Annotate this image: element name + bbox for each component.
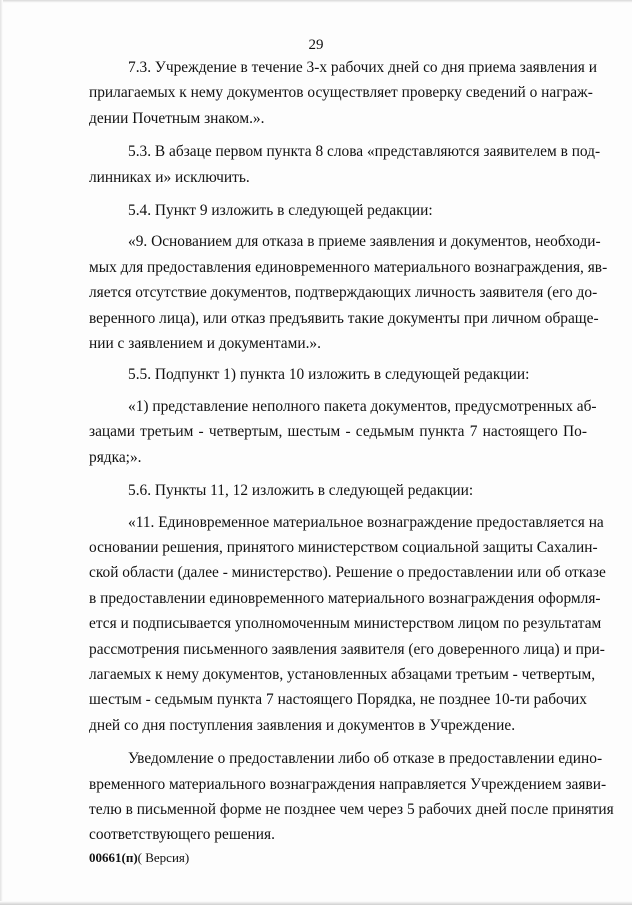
text-line: 7.3. Учреждение в течение 3-х рабочих дней со дня приема заявления и <box>128 59 597 76</box>
text-line: ской области (далее - министерство). Решение о предоставлении или об отказе <box>89 564 606 582</box>
paragraph-subitem-1 <box>89 394 597 470</box>
text-line: веренного лица), или отказ предъявить такие документы при личном обраще- <box>89 309 599 327</box>
text-line: основании решения, принятого министерством социальной защиты Сахалин- <box>89 538 598 556</box>
text-line: временного материального вознаграждения направляется Учреждением заяви- <box>89 775 607 793</box>
text-line: 5.3. В абзаце первом пункта 8 слова «представляются заявителем в под- <box>128 143 601 161</box>
text-line: 5.6. Пункты 11, 12 изложить в следующей редакции: <box>128 482 474 500</box>
paragraph-notification <box>89 746 614 848</box>
text-line: рассмотрения письменного заявления заявителя (его доверенного лица) и при- <box>89 640 605 658</box>
text-line: линниках и» исключить. <box>89 168 250 186</box>
text-line: лагаемых к нему документов, установленных абзацами третьим - четвертым, <box>89 665 596 683</box>
text-line: «9. Основанием для отказа в приеме заявления и документов, необходи- <box>128 233 601 251</box>
text-line: дении Почетным знаком.». <box>89 109 265 127</box>
text-line: телю в письменной форме не позднее чем через 5 рабочих дней после принятия <box>89 800 614 818</box>
text-line: в предоставлении единовременного материального вознаграждения оформля- <box>89 589 601 607</box>
scan-edge-bottom <box>0 901 632 905</box>
paragraph-5-6 <box>89 478 587 503</box>
paragraph-5-3 <box>89 139 601 190</box>
paragraph-5-4 <box>89 198 587 223</box>
text-line: 5.4. Пункт 9 изложить в следующей редакции: <box>128 202 433 220</box>
text-line: шестым - седьмым пункта 7 настоящего Порядка, не позднее 10-ти рабочих <box>89 691 587 709</box>
text-line: нии с заявлением и документами.». <box>89 335 321 353</box>
text-line: соответствующего решения. <box>89 826 275 844</box>
document-version: ( Версия) <box>137 850 190 865</box>
document-code: 00661(п) <box>89 850 138 865</box>
paragraph-item-11 <box>89 510 606 739</box>
paragraph-5-5 <box>89 362 587 387</box>
document-footer <box>89 850 189 866</box>
text-line: ляется отсутствие документов, подтверждающих личность заявителя (его до- <box>89 284 598 302</box>
text-line: «11. Единовременное материальное вознаграждение предоставляется на <box>128 513 604 531</box>
text-line: прилагаемых к нему документов осуществляет проверку сведений о награж- <box>89 84 593 102</box>
text-line: «1) представление неполного пакета документов, предусмотренных аб- <box>128 397 597 415</box>
scan-edge-top <box>0 0 632 3</box>
page-number: 29 <box>308 37 324 53</box>
paragraph-7-3 <box>89 55 597 131</box>
scan-edge-left <box>0 0 3 905</box>
text-line: 5.5. Подпункт 1) пункта 10 изложить в следующей редакции: <box>128 366 530 384</box>
text-line: рядка;». <box>89 448 142 466</box>
text-line: зацами третьим - четвертым, шестым - седьмым пункта 7 настоящего По- <box>89 423 587 441</box>
document-body <box>89 55 614 848</box>
text-line: Уведомление о предоставлении либо об отказе в предоставлении едино- <box>128 750 603 768</box>
paragraph-item-9 <box>89 229 608 356</box>
text-line: дней со дня поступления заявления и документов в Учреждение. <box>89 716 516 734</box>
text-line: мых для предоставления единовременного материального вознаграждения, яв- <box>89 258 608 276</box>
text-line: ется и подписывается уполномоченным министерством лицом по результатам <box>89 615 602 633</box>
